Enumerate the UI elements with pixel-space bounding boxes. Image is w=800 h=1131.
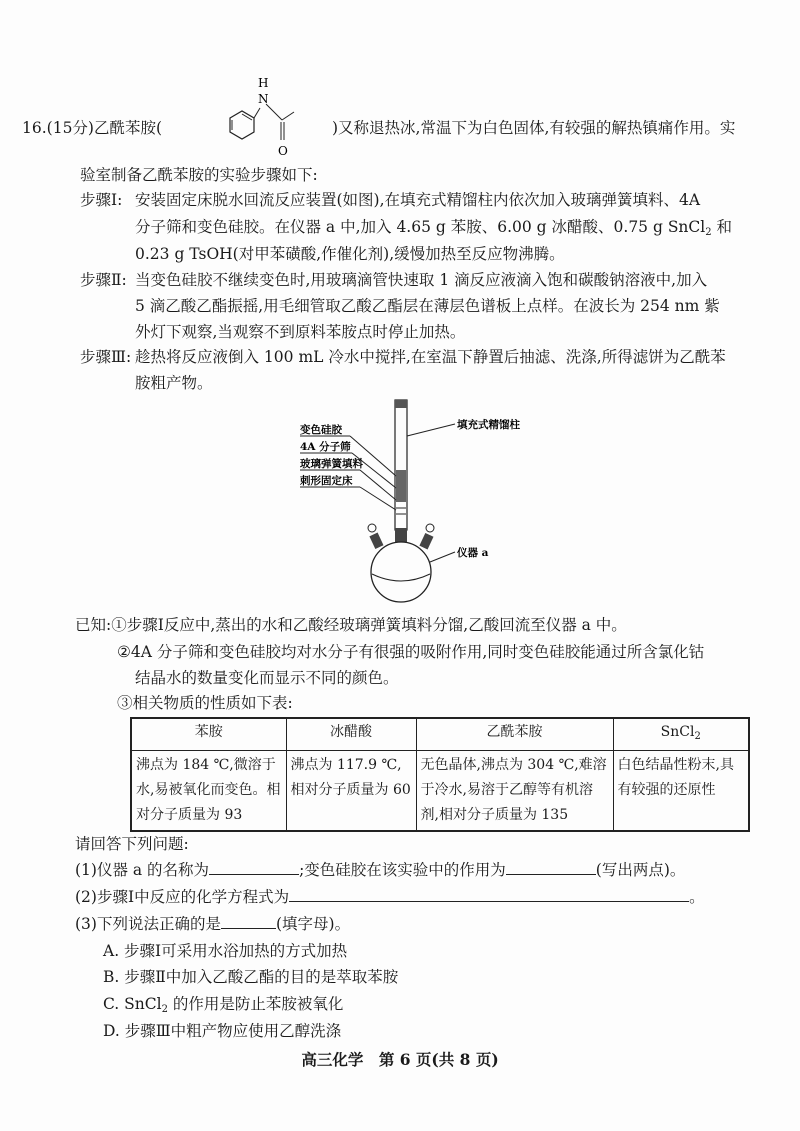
label-flask: 仪器 a [457, 547, 489, 559]
question-number: 16. [22, 119, 47, 137]
table-header: 苯胺 [131, 718, 286, 751]
label-molecular-sieve: 4A 分子筛 [300, 441, 351, 453]
label-glass-spring: 玻璃弹簧填料 [300, 458, 363, 470]
packed-column [395, 400, 407, 530]
intro-text: 验室制备乙酰苯胺的实验步骤如下: [80, 166, 318, 184]
option-text: 的作用是防止苯胺被氧化 [167, 995, 344, 1013]
option-d: D. 步骤Ⅲ中粗产物应使用乙醇洗涤 [103, 1022, 342, 1040]
table-cell: 白色结晶性粉末,具有较强的还原性 [613, 751, 749, 832]
answer-blank[interactable] [209, 860, 299, 875]
q-text: (3)下列说法正确的是 [75, 915, 221, 933]
known-item-2: ②4A 分子筛和变色硅胶均对水分子有很强的吸附作用,同时变色硅胶能通过所含氯化钴 [117, 643, 705, 661]
intro-text-cont: )又称退热冰,常温下为白色固体,有较强的解热镇痛作用。实 [332, 119, 736, 137]
step-text [135, 217, 732, 243]
step-text-part: 和 [711, 218, 733, 236]
option-c [103, 994, 343, 1020]
table-header: 冰醋酸 [286, 718, 416, 751]
table-header [613, 718, 749, 751]
table-cell: 沸点为 184 ℃,微溶于水,易被氧化而变色。相对分子质量为 93 [131, 751, 286, 832]
q-text: 。 [689, 888, 705, 906]
question-1 [75, 860, 685, 880]
apparatus-diagram [280, 396, 580, 610]
q-text: (1)仪器 a 的名称为 [75, 861, 210, 879]
question-2 [75, 887, 705, 907]
known-text: ①步骤Ⅰ反应中,蒸出的水和乙酸经玻璃弹簧填料分馏,乙酸回流至仪器 a 中。 [111, 616, 627, 634]
option-b: B. 步骤Ⅱ中加入乙酸乙酯的目的是萃取苯胺 [103, 968, 399, 986]
table-cell: 无色晶体,沸点为 304 ℃,难溶于冷水,易溶于乙醇等有机溶剂,相对分子质量为 135 [416, 751, 613, 832]
known-item-2-cont: 结晶水的数量变化而显示不同的颜色。 [135, 669, 399, 687]
flask [371, 542, 431, 602]
step-label: 步骤Ⅱ: [80, 271, 127, 289]
atom-o: O [278, 144, 288, 158]
known-item-3: ③相关物质的性质如下表: [117, 694, 293, 712]
packing [396, 470, 406, 502]
option-a: A. 步骤Ⅰ可采用水浴加热的方式加热 [103, 942, 348, 960]
questions-prompt: 请回答下列问题: [75, 835, 189, 853]
table-header: 乙酰苯胺 [416, 718, 613, 751]
subscript: 2 [705, 227, 712, 238]
header-text: SnCl [660, 724, 695, 740]
label-column: 填充式精馏柱 [457, 419, 520, 431]
q-text: (2)步骤Ⅰ中反应的化学方程式为 [75, 888, 290, 906]
step-label: 步骤Ⅰ: [80, 191, 123, 209]
step-text: 当变色硅胶不继续变色时,用玻璃滴管快速取 1 滴反应液滴入饱和碳酸钠溶液中,加入 [135, 271, 708, 289]
label-fixed-bed: 刺形固定床 [300, 475, 353, 487]
option-text: C. SnCl [103, 995, 162, 1013]
label-silica-gel: 变色硅胶 [300, 424, 342, 436]
properties-table [130, 717, 750, 832]
q-text: (填字母)。 [275, 915, 351, 933]
question-score: (15分) [46, 119, 94, 137]
step-text: 安装固定床脱水回流反应装置(如图),在填充式精馏柱内依次加入玻璃弹簧填料、4A [135, 191, 701, 209]
step-text: 5 滴乙酸乙酯振摇,用毛细管取乙酸乙酯层在薄层色谱板上点样。在波长为 254 nm 紫 [135, 297, 720, 315]
question-3 [75, 914, 350, 934]
answer-blank[interactable] [289, 887, 689, 902]
acetanilide-structure [210, 74, 325, 160]
step-text: 趁热将反应液倒入 100 mL 冷水中搅拌,在室温下静置后抽滤、洗涤,所得滤饼为乙酰苯 [135, 348, 726, 366]
answer-blank[interactable] [221, 914, 276, 929]
atom-h: H [258, 76, 269, 90]
step-text: 0.23 g TsOH(对甲苯磺酸,作催化剂),缓慢加热至反应物沸腾。 [135, 245, 565, 263]
subscript: 2 [161, 1004, 168, 1015]
page-footer: 高三化学 第 6 页(共 8 页) [301, 1050, 499, 1069]
intro-text: 乙酰苯胺( [93, 119, 163, 137]
step-label: 步骤Ⅲ: [80, 348, 132, 366]
table-row [131, 751, 749, 832]
subscript: 2 [694, 731, 701, 742]
known-item-1 [75, 615, 627, 635]
step-text-part: 分子筛和变色硅胶。在仪器 a 中,加入 4.65 g 苯胺、6.00 g 冰醋酸、0.75 g SnCl [135, 218, 706, 236]
q-text: ;变色硅胶在该实验中的作用为 [299, 861, 506, 879]
answer-blank[interactable] [506, 860, 596, 875]
q-text: (写出两点)。 [595, 861, 686, 879]
atom-n: N [258, 92, 269, 106]
question-intro [22, 118, 162, 138]
step-text: 胺粗产物。 [135, 374, 213, 392]
table-cell: 沸点为 117.9 ℃,相对分子质量为 60 [286, 751, 416, 832]
step-text: 外灯下观察,当观察不到原料苯胺点时停止加热。 [135, 323, 466, 341]
known-prefix: 已知: [75, 616, 112, 634]
